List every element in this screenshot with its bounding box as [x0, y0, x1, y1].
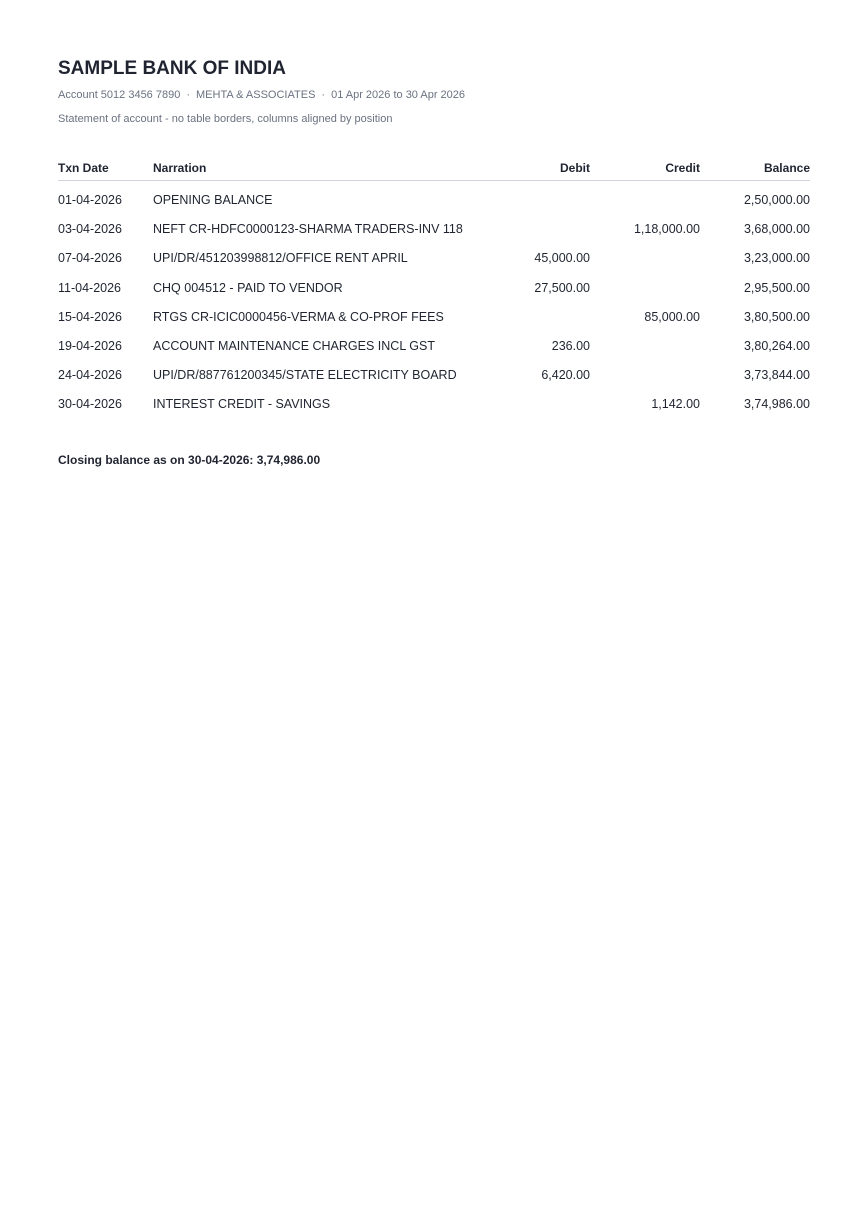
txn-narration: UPI/DR/451203998812/OFFICE RENT APRIL — [153, 251, 408, 266]
table-row — [58, 250, 810, 279]
txn-date: 03-04-2026 — [58, 222, 122, 237]
txn-credit: 1,18,000.00 — [633, 222, 700, 237]
txn-narration: ACCOUNT MAINTENANCE CHARGES INCL GST — [153, 338, 435, 353]
txn-debit: 45,000.00 — [534, 251, 590, 266]
txn-narration: CHQ 004512 - PAID TO VENDOR — [153, 280, 343, 295]
txn-balance: 3,74,986.00 — [743, 397, 810, 412]
txn-date: 19-04-2026 — [58, 338, 122, 353]
txn-debit: 236.00 — [551, 338, 590, 353]
header-balance: Balance — [763, 161, 810, 175]
txn-date: 11-04-2026 — [58, 280, 122, 295]
table-row — [58, 338, 810, 367]
txn-date: 01-04-2026 — [58, 193, 122, 207]
txn-balance: 3,23,000.00 — [743, 251, 810, 266]
account-meta — [58, 89, 465, 101]
table-row — [58, 367, 810, 396]
account-holder: MEHTA & ASSOCIATES — [196, 89, 316, 101]
txn-debit: 6,420.00 — [541, 368, 590, 383]
header-credit: Credit — [665, 161, 700, 175]
closing-balance: Closing balance as on 30-04-2026: 3,74,986.00 — [58, 453, 321, 467]
account-number: Account 5012 3456 7890 — [58, 89, 181, 101]
statement-note: Statement of account - no table borders, columns aligned by position — [58, 113, 393, 125]
txn-balance: 3,80,264.00 — [743, 338, 810, 353]
meta-separator: · — [186, 89, 190, 101]
header-narration: Narration — [153, 161, 207, 175]
table-row — [58, 192, 810, 221]
txn-credit: 85,000.00 — [644, 309, 700, 324]
txn-narration: OPENING BALANCE — [153, 193, 273, 207]
bank-name: SAMPLE BANK OF INDIA — [58, 58, 286, 79]
txn-balance: 2,95,500.00 — [743, 280, 810, 295]
txn-narration: INTEREST CREDIT - SAVINGS — [153, 397, 331, 412]
txn-date: 15-04-2026 — [58, 309, 122, 324]
table-body — [58, 181, 810, 426]
txn-narration: UPI/DR/887761200345/STATE ELECTRICITY BOARD — [153, 368, 457, 383]
table-row — [58, 396, 810, 425]
txn-date: 07-04-2026 — [58, 251, 122, 266]
txn-narration: NEFT CR-HDFC0000123-SHARMA TRADERS-INV 118 — [153, 222, 463, 237]
txn-balance: 2,50,000.00 — [743, 193, 810, 207]
transactions-table — [58, 160, 810, 426]
txn-credit: 1,142.00 — [651, 397, 700, 412]
table-row — [58, 309, 810, 338]
header-txn-date: Txn Date — [58, 161, 109, 175]
txn-debit: 27,500.00 — [534, 280, 590, 295]
txn-narration: RTGS CR-ICIC0000456-VERMA & CO-PROF FEES — [153, 309, 444, 324]
txn-date: 30-04-2026 — [58, 397, 122, 412]
txn-balance: 3,80,500.00 — [743, 309, 810, 324]
txn-balance: 3,68,000.00 — [743, 222, 810, 237]
meta-separator: · — [321, 89, 326, 101]
table-header — [58, 160, 810, 181]
table-row — [58, 280, 810, 309]
txn-date: 24-04-2026 — [58, 368, 122, 383]
statement-period: 01 Apr 2026 to 30 Apr 2026 — [331, 89, 466, 101]
table-row — [58, 221, 810, 250]
header-debit: Debit — [560, 161, 590, 175]
txn-balance: 3,73,844.00 — [743, 368, 810, 383]
